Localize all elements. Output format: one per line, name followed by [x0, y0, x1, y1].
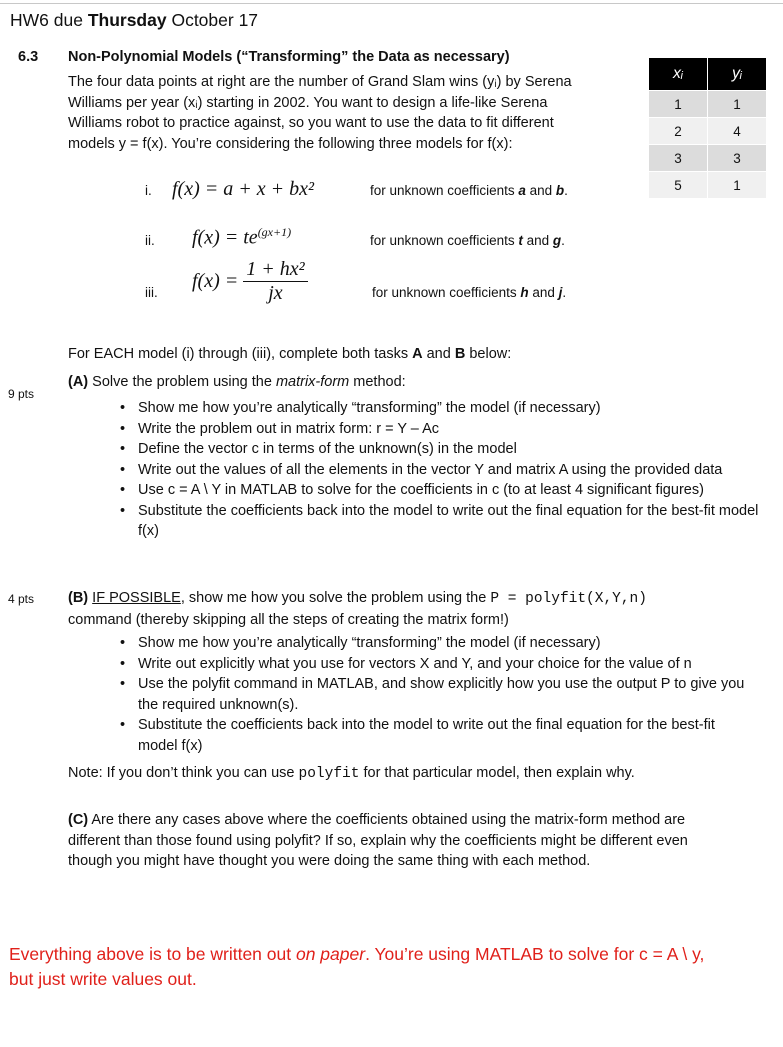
part-b-title: (B) IF POSSIBLE, show me how you solve the problem using the P = polyfit(X,Y,n) command (thereby skipping all the steps of creating the matrix form!): [68, 590, 647, 628]
intro-line-2: Williams per year (xᵢ) starting in 2002. You want to design a life-like Serena: [68, 94, 548, 111]
section-number: 6.3: [18, 49, 39, 65]
model-description: for unknown coefficients h and j.: [372, 285, 567, 300]
table-row: [649, 145, 767, 172]
data-table: [648, 57, 767, 199]
part-a-title: (A) Solve the problem using the matrix-form method:: [68, 374, 406, 390]
list-item: • Show me how you’re analytically “transforming” the model (if necessary): [118, 398, 768, 419]
list-item: • Write the problem out in matrix form: r = Y – Ac: [118, 419, 768, 440]
list-item: • Use the polyfit command in MATLAB, and show explicitly how you use the output P to give you the required unknown(s).: [118, 674, 758, 715]
part-c-line-2: different than those found using polyfit? If so, explain why the coefficients might be different even: [68, 832, 688, 849]
model-label: iii.: [145, 285, 158, 300]
header-y: yᵢ: [708, 58, 767, 91]
problem-intro: [68, 72, 638, 154]
part-c-line-1: (C) Are there any cases above where the coefficients obtained using the matrix-form method are: [68, 812, 686, 828]
list-item: • Show me how you’re analytically “transforming” the model (if necessary): [118, 633, 758, 654]
footer-line-2: but just write values out.: [9, 969, 197, 989]
intro-line-4: models y = f(x). You’re considering the following three models for f(x):: [68, 135, 513, 152]
table-cell: 3: [649, 145, 708, 172]
model-description: for unknown coefficients a and b.: [370, 183, 568, 198]
each-instruction: For EACH model (i) through (iii), complete both tasks A and B below:: [68, 346, 512, 362]
model-formula-1: f(x) = a + x + bx²: [172, 178, 314, 200]
footer-line-1: Everything above is to be written out on paper. You’re using MATLAB to solve for c = A \ y,: [9, 944, 705, 964]
list-item: • Write out explicitly what you use for vectors X and Y, and your choice for the value of n: [118, 654, 758, 675]
table-row: [649, 118, 767, 145]
model-formula-2: $f(x) = te^{(gx+1)}$: [192, 225, 292, 249]
part-b-bullets: [118, 633, 758, 756]
points-badge: 4 pts: [8, 592, 35, 606]
list-item: • Define the vector c in terms of the unknown(s) in the model: [118, 439, 768, 460]
points-badge: 9 pts: [8, 387, 35, 401]
model-label: i.: [145, 183, 152, 198]
table-cell: 1: [708, 172, 767, 199]
list-item: • Substitute the coefficients back into the model to write out the final equation for the best-fit model f(x): [118, 715, 758, 756]
header-x: xᵢ: [649, 58, 708, 91]
table-cell: 3: [708, 145, 767, 172]
part-a-bullets: [118, 398, 768, 542]
part-c-line-3: though you might have thought you were doing the same thing with each method.: [68, 853, 591, 869]
table-cell: 4: [708, 118, 767, 145]
top-rule: [0, 3, 783, 4]
list-item: • Write out the values of all the elements in the vector Y and matrix A using the provided data: [118, 460, 768, 481]
part-c: [68, 810, 773, 872]
footer-note: [9, 942, 779, 992]
list-item: • Use c = A \ Y in MATLAB to solve for the coefficients in c (to at least 4 significant figures): [118, 480, 768, 501]
intro-line-1: The four data points at right are the number of Grand Slam wins (yᵢ) by Serena: [68, 74, 572, 90]
page-title: HW6 due Thursday October 17: [10, 10, 259, 30]
list-item: • Substitute the coefficients back into the model to write out the final equation for the best-fit model f(x): [118, 501, 768, 542]
table-cell: 1: [649, 91, 708, 118]
model-description: for unknown coefficients t and g.: [370, 233, 565, 248]
table-cell: 2: [649, 118, 708, 145]
table-header-row: [649, 58, 767, 91]
section-title: Non-Polynomial Models (“Transforming” the Data as necessary): [68, 49, 510, 65]
table-row: [649, 91, 767, 118]
intro-line-3: Williams robot to practice against, so you want to use the data to fit different: [68, 115, 554, 131]
part-b-note: Note: If you don’t think you can use polyfit for that particular model, then explain why.: [68, 765, 635, 782]
table-row: [649, 172, 767, 199]
table-cell: 1: [708, 91, 767, 118]
model-formula-3: f(x) = $\frac{\text{1 + hx²}}{jx}$: [192, 258, 308, 305]
model-label: ii.: [145, 233, 155, 248]
table-cell: 5: [649, 172, 708, 199]
